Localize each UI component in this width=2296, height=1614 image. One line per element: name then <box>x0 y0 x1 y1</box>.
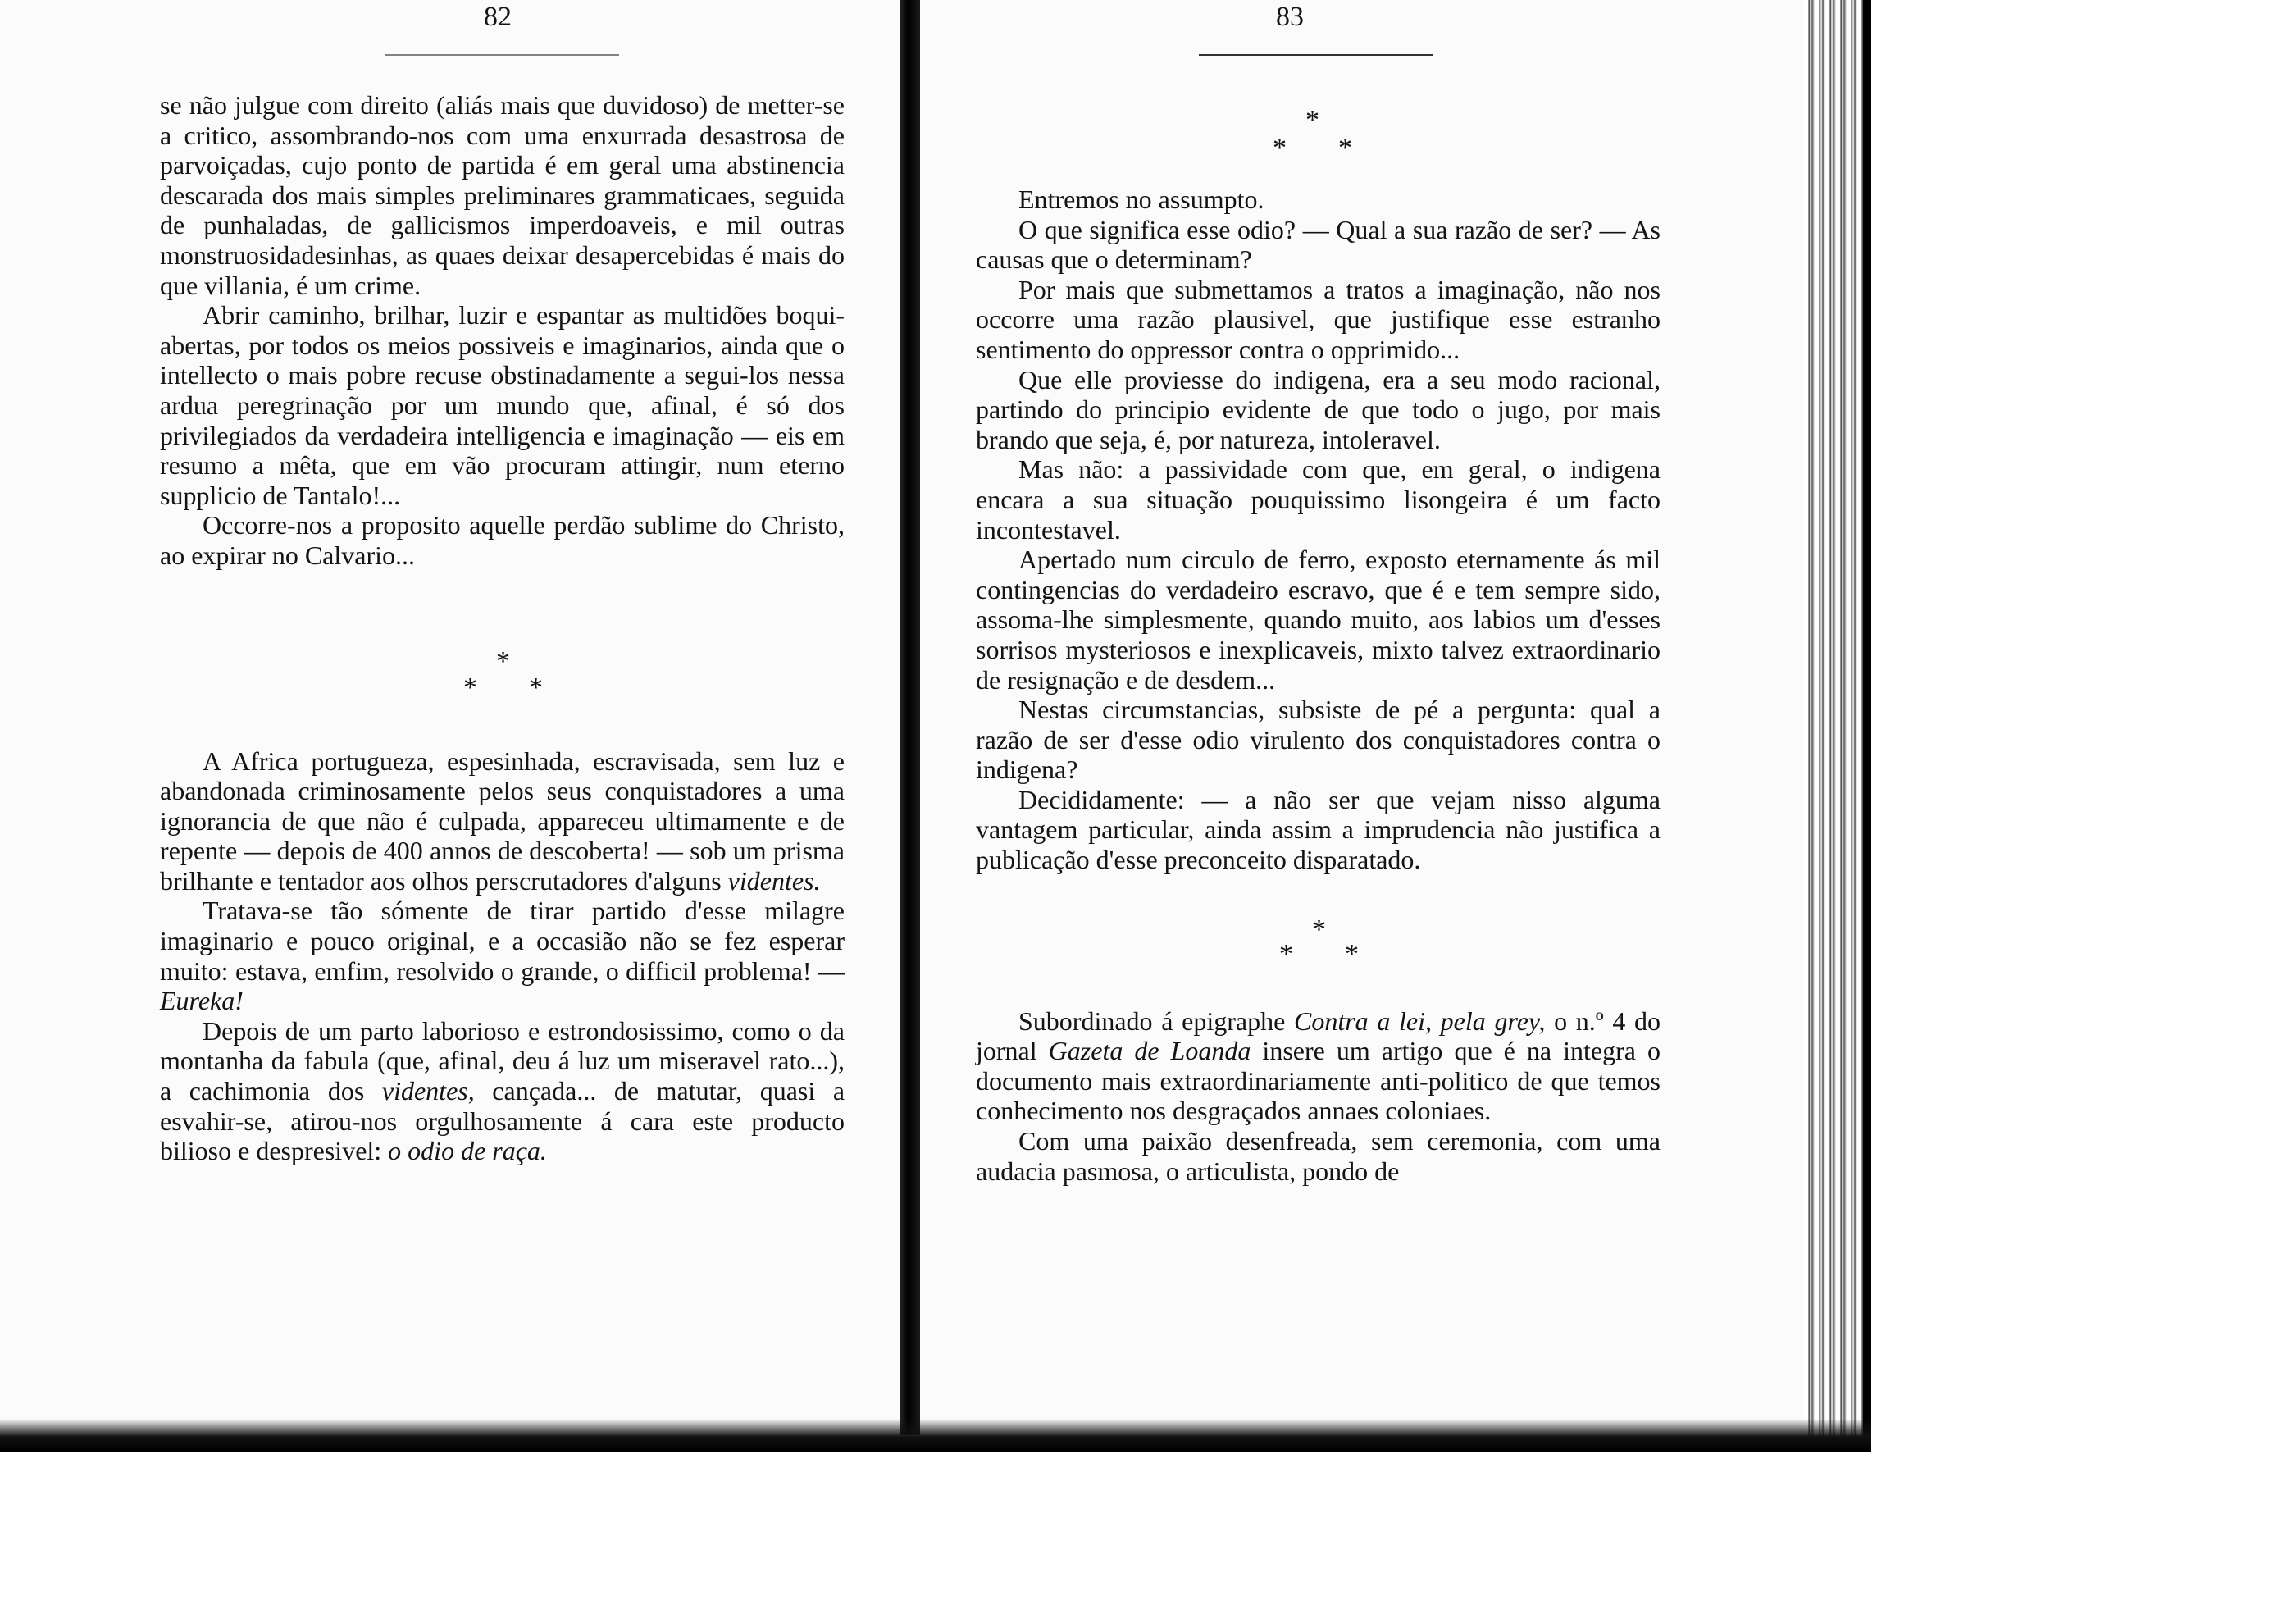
page-number-right: 83 <box>1276 2 1304 32</box>
paragraph-text: o n.º 4 do jornal <box>976 1005 1661 1066</box>
separator-star: * <box>1345 938 1359 969</box>
separator-star: * <box>463 672 477 703</box>
emphasis: Contra a lei, pela grey, <box>1293 1005 1546 1036</box>
paragraph: O que significa esse odio? — Qual a sua razão de ser? — As causas que o determinam? <box>976 214 1660 275</box>
section-separator <box>976 914 1660 969</box>
paragraph-text: Depois de um parto laborioso e estrondosissimo, como o da montanha da fabula (que, afinal, deu á luz um miseravel rato...), a cachimonia dos <box>160 1015 845 1106</box>
paragraph: Que elle proviesse do indigena, era a seu modo racional, partindo do principio evidente de que todo o jugo, por mais brando que seja, é, por natureza, intoleravel. <box>976 364 1660 454</box>
separator-star: * <box>1273 133 1287 163</box>
paragraph: Mas não: a passividade com que, em geral, o indigena encara a sua situação pouquissimo lisongeira é um facto incontestavel. <box>976 454 1660 545</box>
emphasis: Gazeta de Loanda <box>1048 1036 1251 1066</box>
header-rule-right <box>1199 54 1433 56</box>
page-number-left: 82 <box>484 2 512 32</box>
header-rule-left <box>385 54 619 56</box>
emphasis: Eureka! <box>160 986 244 1016</box>
emphasis: videntes, <box>381 1076 475 1106</box>
paragraph: Com uma paixão desenfreada, sem ceremonia, com uma audacia pasmosa, o articulista, pondo de <box>976 1126 1660 1186</box>
paragraph: Occorre-nos a proposito aquelle perdão sublime do Christo, ao expirar no Calvario... <box>160 510 845 570</box>
paragraph: Abrir caminho, brilhar, luzir e espantar as multidões boqui-abertas, por todos os meios possiveis e imaginarios, ainda que o intellecto o mais pobre recuse obstinadamente a segui-los nessa ardua peregrinação por um mundo que, afinal, é só dos privilegiados da verdadeira intelligencia e imaginação — eis em resumo a mêta, que em vão procuram attingir, num eterno supplicio de Tantalo!... <box>160 300 845 510</box>
paragraph <box>160 746 845 896</box>
paragraph: se não julgue com direito (aliás mais que duvidoso) de metter-se a critico, assombrando-nos com uma enxurrada desastrosa de parvoiçadas, cujo ponto de partida é em geral uma abstinencia descarada dos mais simples preliminares grammaticaes, seguida de punhaladas, de gallicismos imperdoaveis, e mil outras monstruosidadesinhas, as quaes deixar desapercebidas é mais do que villania, é um crime. <box>160 90 845 300</box>
separator-star: * <box>529 672 543 703</box>
paragraph <box>160 896 845 1015</box>
separator-star: * <box>1279 938 1293 969</box>
paragraph: Apertado num circulo de ferro, exposto eternamente ás mil contingencias do verdadeiro escravo, que é e tem sempre sido, assoma-lhe simplesmente, quando muito, aos labios um d'esses sorrisos mysteriosos e inexplicaveis, mixto talvez extraordinario de resignação e de desdem... <box>976 545 1660 695</box>
paragraph-text: cançada... de matutar, quasi a esvahir-se, atirou-nos orgulhosamente á cara este producto bilioso e despresivel: <box>160 1076 845 1166</box>
paragraph: Entremos no assumpto. <box>1018 185 1264 214</box>
paragraph-text: insere um artigo que é na integra o documento mais extraordinariamente anti-politico de que temos conhecimento nos desgraçados annaes coloniaes. <box>976 1036 1661 1126</box>
paragraph: Decididamente: — a não ser que vejam nisso alguma vantagem particular, ainda assim a imprudencia não justifica a publicação d'esse preconceito disparatado. <box>976 784 1660 875</box>
section-separator <box>160 645 845 703</box>
paragraph: Nestas circumstancias, subsiste de pé a pergunta: qual a razão de ser d'esse odio virulento dos conquistadores contra o indigena? <box>976 695 1660 785</box>
page-edge-stack <box>1804 0 1871 1452</box>
separator-star: * <box>496 645 510 677</box>
separator-star: * <box>1338 133 1352 163</box>
paragraph-text: A Africa portugueza, espesinhada, escravisada, sem luz e abandonada criminosamente pelos seus conquistadores a uma ignorancia de que não é culpada, appareceu ultimamente e de repente — depois de 400 annos de descoberta! — sob um prisma brilhante e tentador aos olhos perscrutadores d'alguns <box>160 745 845 896</box>
separator-star: * <box>1312 914 1326 945</box>
separator-star: * <box>1305 105 1319 135</box>
paragraph <box>976 1006 1660 1126</box>
emphasis: o odio de raça. <box>388 1136 547 1166</box>
book-spine <box>900 0 920 1435</box>
page-edge-border <box>1863 0 1871 1452</box>
right-page-body <box>976 185 1660 1186</box>
paragraph: Por mais que submettamos a tratos a imaginação, não nos occorre uma razão plausivel, que justifique esse estranho sentimento do oppressor contra o opprimido... <box>976 274 1660 364</box>
emphasis: videntes. <box>727 865 821 896</box>
left-page-body <box>160 90 845 1166</box>
section-separator-top <box>1263 105 1361 162</box>
book-bottom-edge <box>0 1419 1871 1452</box>
paragraph <box>160 1016 845 1166</box>
paragraph-text: Tratava-se tão sómente de tirar partido d'esse milagre imaginario e pouco original, e a occasião não se fez esperar muito: estava, emfim, resolvido o grande, o difficil problema! — <box>160 896 845 986</box>
paragraph-text: Subordinado á epigraphe <box>1018 1005 1286 1036</box>
